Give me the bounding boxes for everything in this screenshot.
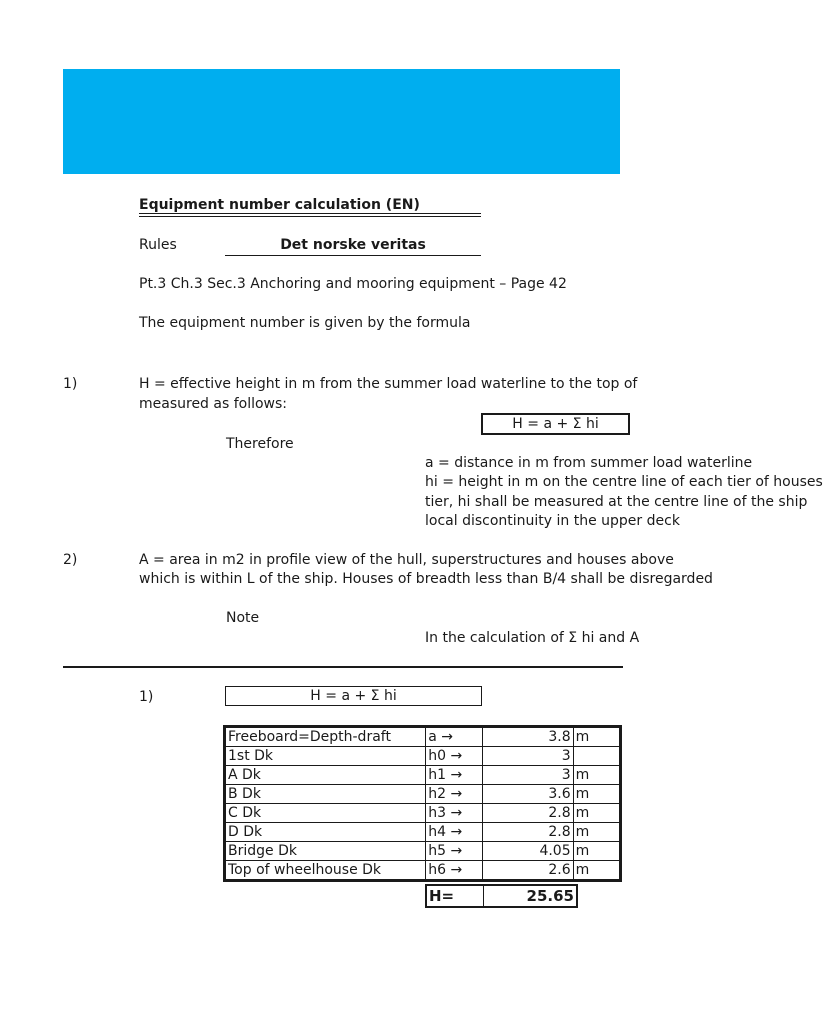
table-row	[226, 804, 620, 823]
row-name: A Dk	[226, 766, 426, 785]
row-symbol: h5 →	[426, 842, 483, 861]
table-row	[226, 842, 620, 861]
section-divider	[63, 666, 623, 668]
header-banner	[63, 69, 620, 174]
rules-underline	[225, 255, 481, 256]
note-label: Note	[226, 610, 260, 626]
table-row	[226, 823, 620, 842]
page-title: Equipment number calculation (EN)	[139, 197, 420, 213]
row-value: 2.8	[482, 823, 573, 842]
table-row	[226, 728, 620, 747]
row-name: C Dk	[226, 804, 426, 823]
row-value: 3.6	[482, 785, 573, 804]
row-unit: m	[573, 766, 619, 785]
row-symbol: h6 →	[426, 861, 483, 880]
therefore-label: Therefore	[226, 436, 294, 452]
item-2-line-2: which is within L of the ship. Houses of breadth less than B/4 shall be disregarded	[139, 571, 713, 587]
row-symbol: a →	[426, 728, 483, 747]
total-label: H=	[427, 886, 484, 906]
row-unit: m	[573, 842, 619, 861]
table-row	[226, 766, 620, 785]
row-symbol: h2 →	[426, 785, 483, 804]
row-value: 3	[482, 747, 573, 766]
formula-box: H = a + Σ hi	[481, 413, 630, 435]
item-2-line-1: A = area in m2 in profile view of the hull, superstructures and houses above	[139, 552, 674, 568]
item-2-number: 2)	[63, 552, 78, 568]
item-1-number: 1)	[63, 376, 78, 392]
row-value: 3.8	[482, 728, 573, 747]
row-name: 1st Dk	[226, 747, 426, 766]
item-1-line-1: H = effective height in m from the summer load waterline to the top of	[139, 376, 638, 392]
definition-hi-2: tier, hi shall be measured at the centre line of the ship	[425, 494, 808, 510]
row-symbol: h4 →	[426, 823, 483, 842]
title-underline	[139, 213, 481, 214]
row-value: 3	[482, 766, 573, 785]
row-symbol: h3 →	[426, 804, 483, 823]
row-symbol: h1 →	[426, 766, 483, 785]
reference-text: Pt.3 Ch.3 Sec.3 Anchoring and mooring equipment – Page 42	[139, 276, 567, 292]
rules-label: Rules	[139, 237, 177, 253]
table-row	[226, 785, 620, 804]
table-row	[226, 861, 620, 880]
row-value: 2.6	[482, 861, 573, 880]
row-value: 4.05	[482, 842, 573, 861]
definition-hi-3: local discontinuity in the upper deck	[425, 513, 680, 529]
row-name: Bridge Dk	[226, 842, 426, 861]
calc-formula-box: H = a + Σ hi	[225, 686, 482, 706]
row-value: 2.8	[482, 804, 573, 823]
definition-a: a = distance in m from summer load waterline	[425, 455, 753, 471]
calc-number: 1)	[139, 689, 154, 705]
row-unit	[573, 747, 619, 766]
row-unit: m	[573, 823, 619, 842]
rules-value: Det norske veritas	[280, 237, 426, 253]
row-symbol: h0 →	[426, 747, 483, 766]
table-row	[226, 747, 620, 766]
row-unit: m	[573, 785, 619, 804]
intro-text: The equipment number is given by the formula	[139, 315, 471, 331]
row-unit: m	[573, 804, 619, 823]
row-name: Freeboard=Depth-draft	[226, 728, 426, 747]
total-value: 25.65	[526, 887, 574, 905]
definition-hi: hi = height in m on the centre line of each tier of houses	[425, 474, 823, 490]
title-underline-2	[139, 216, 481, 217]
row-unit: m	[573, 861, 619, 880]
row-name: D Dk	[226, 823, 426, 842]
total-row	[425, 884, 578, 908]
row-name: Top of wheelhouse Dk	[226, 861, 426, 880]
row-name: B Dk	[226, 785, 426, 804]
height-table	[225, 727, 620, 880]
row-unit: m	[573, 728, 619, 747]
item-1-line-2: measured as follows:	[139, 396, 288, 412]
note-text: In the calculation of Σ hi and A	[425, 630, 640, 646]
